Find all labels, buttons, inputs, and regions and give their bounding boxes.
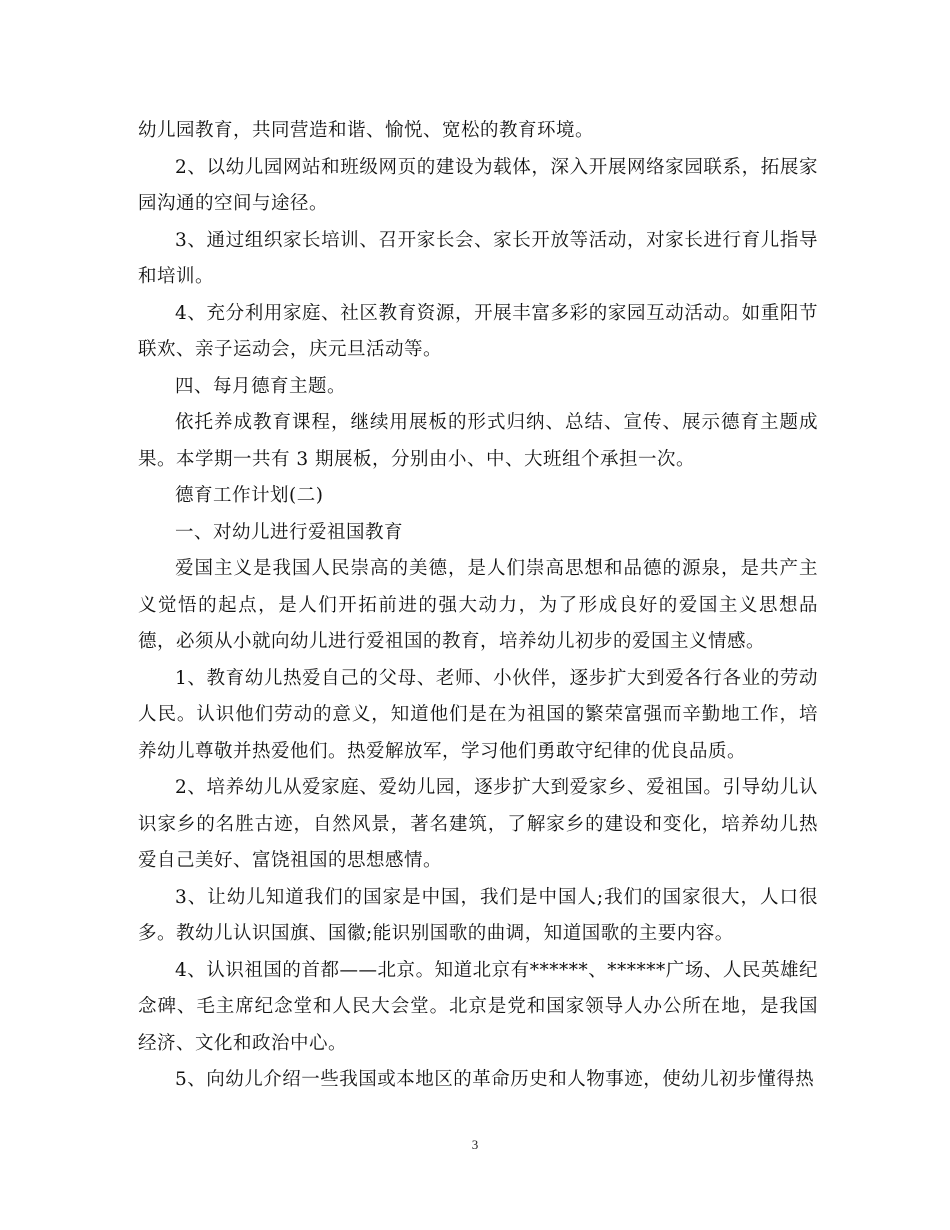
paragraph-7: 1、教育幼儿热爱自己的父母、老师、小伙伴，逐步扩大到爱各行各业的劳动人民。认识他们劳动的意义，知道他们是在为祖国的繁荣富强而辛勤地工作，培养幼儿尊敬并热爱他们。热爱解放军，学习他们勇敢守纪律的优良品质。 [138, 667, 818, 762]
paragraph-2: 2、以幼儿园网站和班级网页的建设为载体，深入开展网络家园联系，拓展家园沟通的空间与途径。 [138, 156, 818, 214]
paragraph-6: 爱国主义是我国人民崇高的美德，是人们崇高思想和品德的源泉，是共产主义觉悟的起点，是人们开拓前进的强大动力，为了形成良好的爱国主义思想品德，必须从小就向幼儿进行爱祖国的教育，培养幼儿初步的爱国主义情感。 [138, 558, 818, 652]
document-body [138, 113, 818, 1099]
paragraph-8: 2、培养幼儿从爱家庭、爱幼儿园，逐步扩大到爱家乡、爱祖国。引导幼儿认识家乡的名胜古迹，自然风景，著名建筑，了解家乡的建设和变化，培养幼儿热爱自己美好、富饶祖国的思想感情。 [138, 777, 818, 871]
paragraph-10: 4、认识祖国的首都——北京。知道北京有******、******广场、人民英雄纪念碑、毛主席纪念堂和人民大会堂。北京是党和国家领导人办公所在地，是我国经济、文化和政治中心。 [138, 959, 818, 1054]
paragraph-5: 依托养成教育课程，继续用展板的形式归纳、总结、宣传、展示德育主题成果。本学期一共有 3 期展板，分别由小、中、大班组个承担一次。 [138, 412, 818, 470]
page-number: 3 [471, 1137, 479, 1152]
section-heading-monthly-theme: 四、每月德育主题。 [175, 375, 347, 397]
paragraph-3: 3、通过组织家长培训、召开家长会、家长开放等活动，对家长进行育儿指导和培训。 [138, 229, 818, 287]
paragraph-9: 3、让幼儿知道我们的国家是中国，我们是中国人;我们的国家很大，人口很多。教幼儿认识国旗、国徽;能识别国歌的曲调，知道国歌的主要内容。 [138, 886, 818, 944]
paragraph-4: 4、充分利用家庭、社区教育资源，开展丰富多彩的家园互动活动。如重阳节联欢、亲子运动会，庆元旦活动等。 [138, 302, 818, 360]
document-title-plan-2: 德育工作计划(二) [175, 485, 324, 506]
section-heading-patriotism: 一、对幼儿进行爱祖国教育 [175, 521, 404, 543]
paragraph-11: 5、向幼儿介绍一些我国或本地区的革命历史和人物事迹，使幼儿初步懂得热 [175, 1069, 815, 1090]
paragraph-1: 幼儿园教育，共同营造和谐、愉悦、宽松的教育环境。 [138, 120, 595, 141]
